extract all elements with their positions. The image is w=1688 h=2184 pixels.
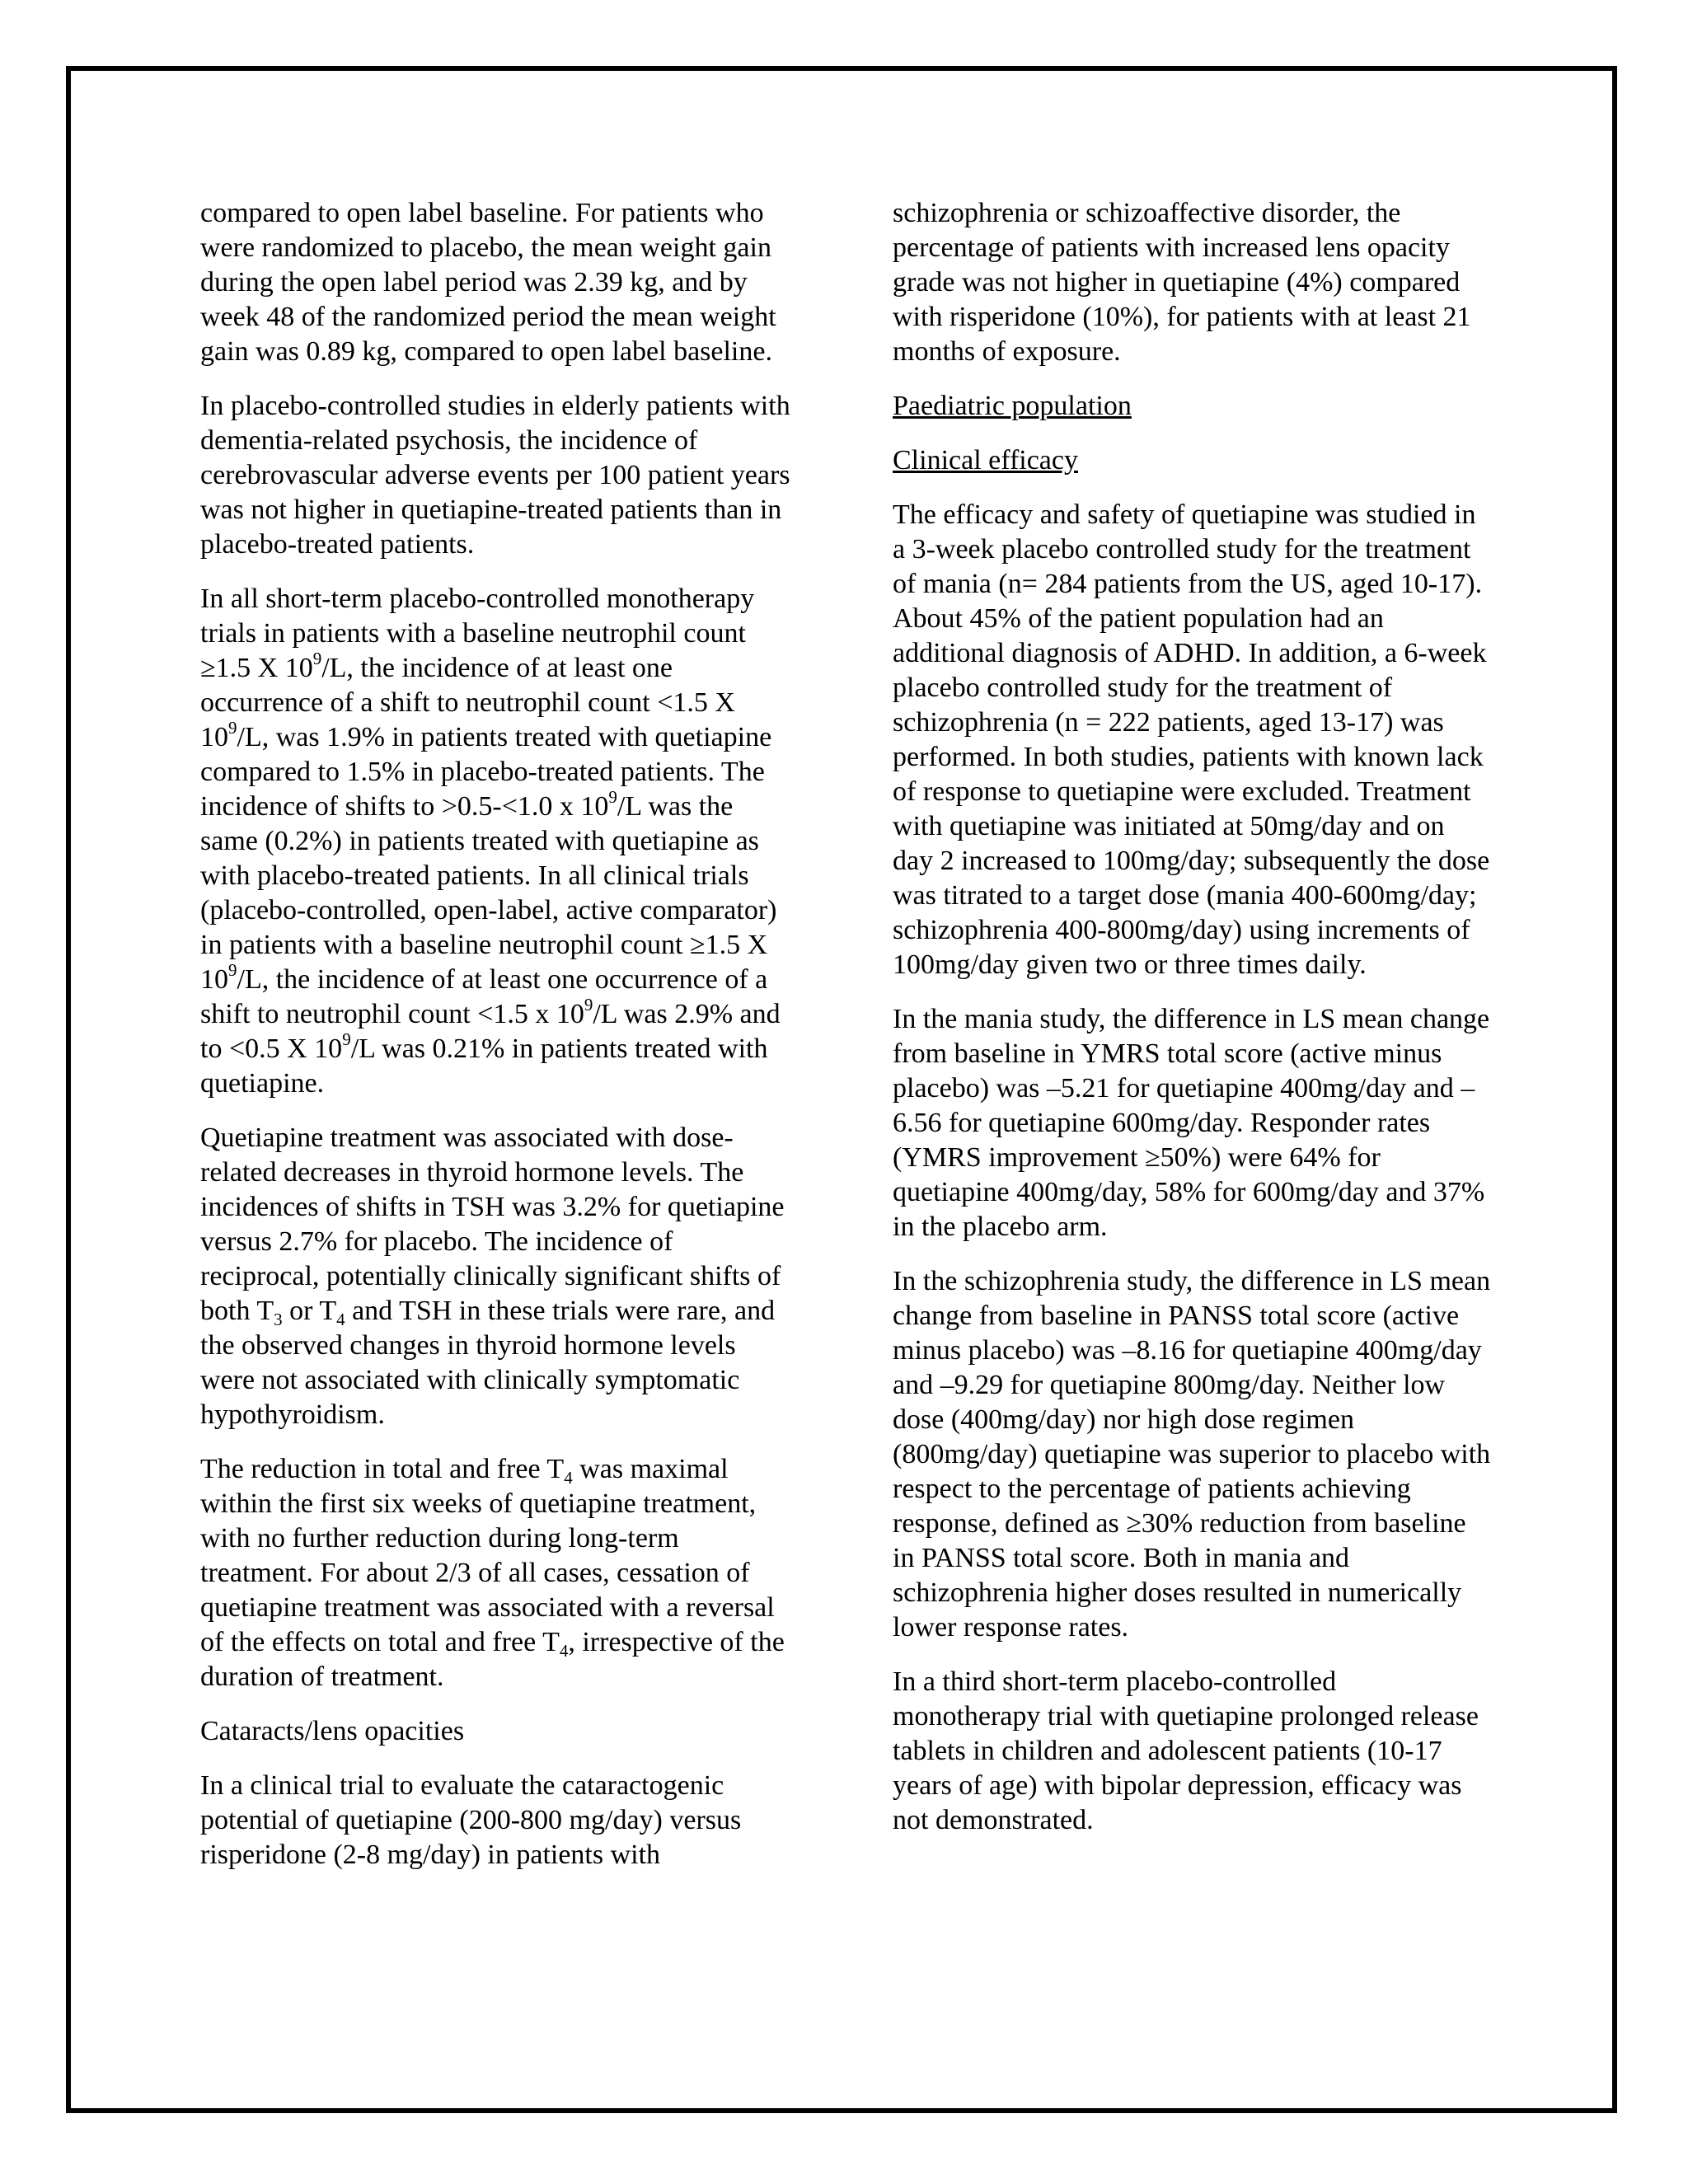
left-column [200,196,792,1892]
section-heading: Clinical efficacy [893,445,1078,476]
body-paragraph: Quetiapine treatment was associated with dose-related decreases in thyroid hormone levels. The incidences of shifts in TSH was 3.2% for quetiapine versus 2.7% for placebo. The incidence of reciprocal, potentially clinically significant shifts of both $T_3$ or $T_4$ and TSH in these trials were rare, and the observed changes in thyroid hormone levels were not associated with clinically symptomatic hypothyroidism. [200,1122,785,1430]
body-paragraph: In placebo-controlled studies in elderly patients with dementia-related psychosis, the incidence of cerebrovascular adverse events per 100 patient years was not higher in quetiapine-treated patients than in placebo-treated patients. [200,391,790,560]
body-paragraph: In a third short-term placebo-controlled monotherapy trial with quetiapine prolonged release tablets in children and adolescent patients (10-17 years of age) with bipolar depression, efficacy was not demonstrated. [893,1666,1479,1835]
section-heading: Paediatric population [893,391,1132,421]
body-paragraph: In all short-term placebo-controlled monotherapy trials in patients with a baseline neutrophil count ≥1.5 X $10^9/L$, the incidence of at least one occurrence of a shift to neutrophil count <1.5 X $10^9/L$, was 1.9% in patients treated with quetiapine compared to 1.5% in placebo-treated patients. The incidence of shifts to >0.5-<1.0 x $10^9/L$ was the same (0.2%) in patients treated with quetiapine as with placebo-treated patients. In all clinical trials (placebo-controlled, open-label, active comparator) in patients with a baseline neutrophil count ≥1.5 X $10^9/L$, the incidence of at least one occurrence of a shift to neutrophil count <1.5 x $10^9/L$ was 2.9% and to <0.5 X $10^9/L$ was 0.21% in patients treated with quetiapine. [200,583,781,1099]
body-paragraph: In the schizophrenia study, the difference in LS mean change from baseline in PANSS total score (active minus placebo) was –8.16 for quetiapine 400mg/day and –9.29 for quetiapine 800mg/day. Neither low dose (400mg/day) nor high dose regimen (800mg/day) quetiapine was superior to placebo with respect to the percentage of patients achieving response, defined as ≥30% reduction from baseline in PANSS total score. Both in mania and schizophrenia higher doses resulted in numerically lower response rates. [893,1266,1491,1643]
body-paragraph: Cataracts/lens opacities [200,1716,465,1746]
body-paragraph: In the mania study, the difference in LS mean change from baseline in YMRS total score (active minus placebo) was –5.21 for quetiapine 400mg/day and –6.56 for quetiapine 600mg/day. Responder rates (YMRS improvement ≥50%) were 64% for quetiapine 400mg/day, 58% for 600mg/day and 37% in the placebo arm. [893,1004,1490,1242]
right-column [893,196,1491,1858]
body-paragraph: The efficacy and safety of quetiapine was studied in a 3-week placebo controlled study for the treatment of mania (n= 284 patients from the US, aged 10-17). About 45% of the patient population had an additional diagnosis of ADHD. In addition, a 6-week placebo controlled study for the treatment of schizophrenia (n = 222 patients, aged 13-17) was performed. In both studies, patients with known lack of response to quetiapine were excluded. Treatment with quetiapine was initiated at 50mg/day and on day 2 increased to 100mg/day; subsequently the dose was titrated to a target dose (mania 400-600mg/day; schizophrenia 400-800mg/day) using increments of 100mg/day given two or three times daily. [893,499,1490,980]
body-paragraph: schizophrenia or schizoaffective disorder, the percentage of patients with increased lens opacity grade was not higher in quetiapine (4%) compared with risperidone (10%), for patients with at least 21 months of exposure. [893,198,1471,367]
body-paragraph: compared to open label baseline. For patients who were randomized to placebo, the mean weight gain during the open label period was 2.39 kg, and by week 48 of the randomized period the mean weight gain was 0.89 kg, compared to open label baseline. [200,198,776,367]
body-paragraph: The reduction in total and free $T_4$ was maximal within the first six weeks of quetiapine treatment, with no further reduction during long-term treatment. For about 2/3 of all cases, cessation of quetiapine treatment was associated with a reversal of the effects on total and free $T_4$, irrespective of the duration of treatment. [200,1454,785,1692]
body-paragraph: In a clinical trial to evaluate the cataractogenic potential of quetiapine (200-800 mg/day) versus risperidone (2-8 mg/day) in patients with [200,1770,742,1870]
